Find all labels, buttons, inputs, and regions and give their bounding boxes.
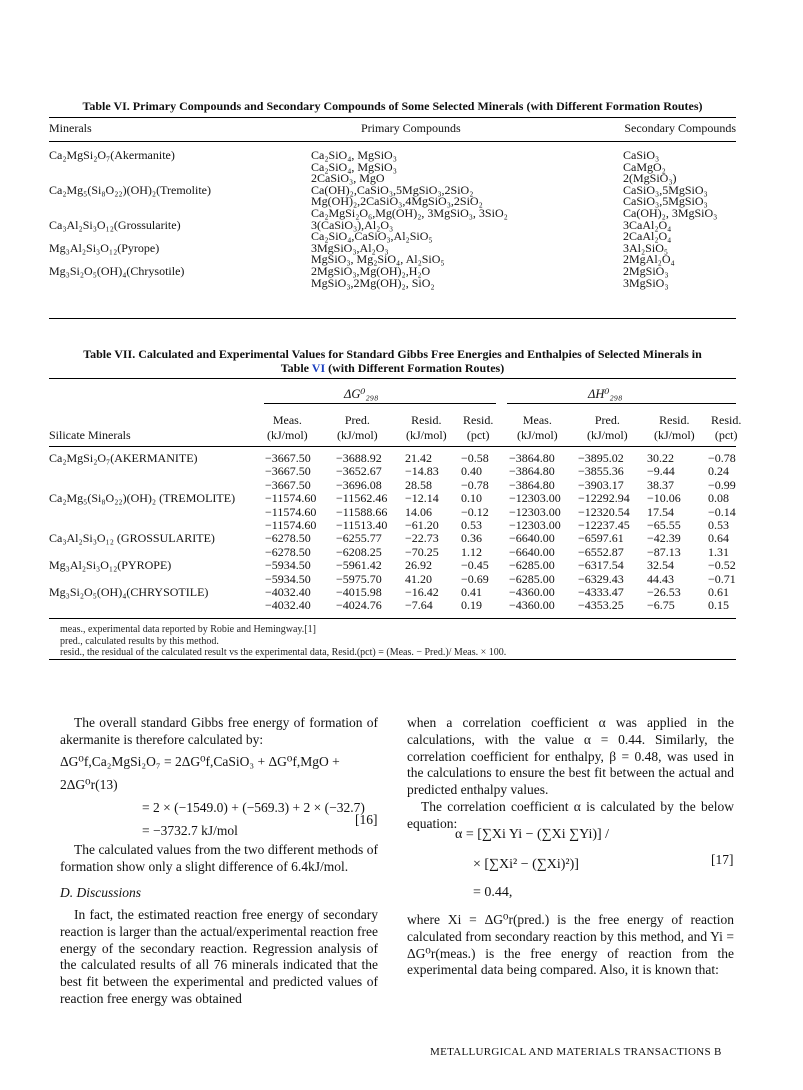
table7-cell-value: −3688.92: [336, 451, 382, 465]
table7-cell-value: −6208.25: [336, 544, 382, 559]
table7-caption-ref-link[interactable]: VI: [311, 361, 326, 375]
table6-cell-mineral: Mg₃Si₂O₅(OH)₄(Chrysotile): [49, 263, 185, 278]
table7-cell-value: 26.92: [405, 558, 432, 573]
table7-cell-value: −16.42: [405, 585, 439, 599]
table6-cell-mineral: Ca₂MgSi₂O₇(Akermanite): [49, 148, 175, 162]
table7-cell-mineral: Mg₃Si₂O₅(OH)₄(CHRYSOTILE): [49, 585, 209, 599]
table6-cell-mineral: Ca₂Mg₅(Si₈O₂₂)(OH)₂(Tremolite): [49, 182, 211, 197]
table7-note-pred: pred., calculated results by this method.: [60, 635, 219, 647]
table7-cell-value: −11588.66: [336, 504, 388, 519]
table7-cell-value: −11574.60: [265, 504, 317, 519]
equation-17: [455, 820, 735, 906]
table7-top-rule: [49, 378, 736, 379]
table7-cell-value: 0.19: [461, 598, 482, 613]
table7-cell-value: −22.73: [405, 531, 439, 546]
table7-cell-value: −0.69: [461, 571, 489, 586]
right-para-1: when a correlation coefficient α was applied in the calculations, with the value α = 0.44. Similarly, the correlation coefficient for enthalpy, β = 0.48, was used in the calculations to ensure the best fit between the actual and predicted enthalpy values.: [407, 715, 734, 798]
table7-cell-value: −12320.54: [578, 504, 630, 519]
table7-subheader-label: Resid.: [711, 413, 742, 427]
table7-cell-value: 17.54: [647, 504, 674, 519]
left-para-2-wrap: [60, 842, 378, 876]
table7-caption-line2: [49, 361, 736, 375]
table6-body: [49, 150, 736, 289]
table7-group1-rule: [264, 403, 496, 404]
table7-cell-value: −7.64: [405, 598, 433, 613]
table7-cell-value: 32.54: [647, 558, 674, 573]
table7-cell-value: −11562.46: [336, 491, 388, 506]
table6-cell-mineral: [49, 196, 311, 208]
table7-cell-value: −3903.17: [578, 477, 624, 492]
table7-cell-mineral: Ca₂MgSi₂O₇(AKERMANITE): [49, 451, 198, 465]
table-row: [49, 464, 736, 477]
page-footer: METALLURGICAL AND MATERIALS TRANSACTIONS B: [430, 1046, 722, 1058]
table7-cell-value: −5975.70: [336, 571, 382, 586]
table6-caption: Table VI. Primary Compounds and Secondary Compounds of Some Selected Minerals (with Different Formation Routes): [82, 99, 703, 113]
eq17-line3: = 0.44,: [473, 885, 513, 900]
table7-cell-value: 28.58: [405, 477, 432, 492]
table7-cell-value: −6317.54: [578, 558, 624, 573]
table6-cell-primary: Ca₂SiO₄, MgSiO₃: [311, 148, 397, 162]
left-para-2: The calculated values from the two different methods of formation show only a slight difference of 6.4kJ/mol.: [60, 842, 378, 874]
table-row: [49, 491, 736, 504]
table7-cell-value: 0.08: [708, 491, 729, 506]
table7-subheader-label: Resid.: [659, 413, 690, 427]
table7-cell-value: −6329.43: [578, 571, 624, 586]
table7-subheader: [267, 413, 308, 443]
table6-top-rule: [49, 117, 736, 118]
table-row: [49, 531, 736, 544]
table7-cell-value: −11574.60: [265, 518, 317, 532]
table7-subheader: [337, 413, 378, 443]
table7-cell-value: −12303.00: [509, 491, 561, 506]
table7-cell-value: 0.64: [708, 531, 729, 546]
table7-cell-value: −6.75: [647, 598, 675, 613]
table6-header-primary: Primary Compounds: [361, 121, 461, 135]
table7-cell-value: −5961.42: [336, 558, 382, 573]
table6-cell-primary: 2MgSiO₃,Mg(OH)₂,H₂O: [311, 263, 431, 278]
table7-group1-label: ΔG⁰₂₉₈: [344, 387, 379, 401]
table7-cell-value: −4360.00: [509, 585, 555, 599]
table7-header-rule: [49, 446, 736, 447]
table7-caption: [49, 347, 736, 375]
table7-cell-value: 44.43: [647, 571, 674, 586]
table7-subheader: [517, 413, 558, 443]
table6-cell-secondary: CaSiO₃,5MgSiO₃: [623, 182, 708, 197]
table7-cell-value: −42.39: [647, 531, 681, 546]
table6-bottom-rule: [49, 318, 736, 319]
table6-cell-primary: 3(CaSiO₃),Al₂O₃: [311, 217, 394, 232]
eq17-line1: α = [∑Xi Yi − (∑Xi ∑Yi)] /: [455, 827, 610, 842]
table6-cell-secondary: 3CaAl₂O₄: [623, 217, 672, 232]
table7-cell-value: 0.10: [461, 491, 482, 506]
table7-cell-value: 41.20: [405, 571, 432, 586]
table7-cell-value: −4032.40: [265, 585, 311, 599]
table7-cell-value: −12237.45: [578, 518, 630, 532]
right-para-3-wrap: [407, 912, 734, 979]
table6-cell-mineral: Ca₃Al₂Si₃O₁₂(Grossularite): [49, 217, 181, 232]
table7-cell-value: 0.53: [708, 518, 729, 532]
table-row: [49, 451, 736, 464]
table7-cell-value: −0.71: [708, 571, 736, 586]
table7-cell-value: −11513.40: [336, 518, 388, 532]
table6-cell-secondary: CaMgO₂: [623, 159, 666, 174]
table7-cell-value: −10.06: [647, 491, 681, 506]
table7-cell-value: −4024.76: [336, 598, 382, 613]
eq16-line1: ΔG⁰f,Ca₂MgSi₂O₇ = 2ΔG⁰f,CaSiO₃ + ΔG⁰f,MgO + 2ΔG⁰r(13): [60, 754, 340, 792]
table7-caption-line1: Table VII. Calculated and Experimental Values for Standard Gibbs Free Energies and Enthalpies of Selected Minerals in: [83, 347, 702, 361]
table7-cell-value: 38.37: [647, 477, 674, 492]
table7-cell-value: −3667.50: [265, 451, 311, 465]
table6-cell-secondary: 3MgSiO₃: [623, 275, 669, 290]
eq17-number: [17]: [711, 852, 734, 867]
table7-cell-value: 1.12: [461, 544, 482, 559]
table7-cell-value: −6285.00: [509, 558, 555, 573]
table7-cell-value: −5934.50: [265, 571, 311, 586]
table7-subheader-label: Resid.: [463, 413, 494, 427]
table7-subheader: [711, 413, 741, 443]
table7-cell-value: −6640.00: [509, 531, 555, 546]
table7-group2-rule: [507, 403, 736, 404]
table6-cell-primary: 2CaSiO₃, MgO: [311, 171, 385, 186]
table7-cell-value: 0.53: [461, 518, 482, 532]
table6-cell-primary: Ca₂SiO₄, MgSiO₃: [311, 159, 397, 174]
table7-cell-value: −0.45: [461, 558, 489, 573]
table7-cell-value: −3667.50: [265, 477, 311, 492]
table7-group2-label: ΔH⁰₂₉₈: [588, 387, 623, 401]
table7-cell-value: −87.13: [647, 544, 681, 559]
table7-subheader-unit: (kJ/mol): [587, 428, 628, 442]
table7-subheader-unit: (kJ/mol): [267, 428, 308, 442]
table7-cell-value: −4333.47: [578, 585, 624, 599]
table7-cell-value: −12.14: [405, 491, 439, 506]
table-row: [49, 518, 736, 531]
table6-cell-secondary: CaSiO₃: [623, 148, 660, 162]
table7-cell-value: −0.78: [708, 451, 736, 465]
table6: [49, 123, 736, 289]
table7-cell-value: 0.24: [708, 464, 729, 479]
table6-cell-mineral: Mg₃Al₂Si₃O₁₂(Pyrope): [49, 240, 160, 255]
table6-cell-secondary: 2CaAl₂O₄: [623, 229, 672, 244]
table7-subheader: [463, 413, 493, 443]
table7-cell-value: 0.15: [708, 598, 729, 613]
table7-cell-value: −26.53: [647, 585, 681, 599]
table7-cell-value: −3895.02: [578, 451, 624, 465]
table7-cell-value: −6285.00: [509, 571, 555, 586]
table6-cell-primary: Ca₂SiO₄,CaSiO₃,Al₂SiO₅: [311, 229, 433, 244]
table6-header-secondary: Secondary Compounds: [624, 121, 736, 135]
table7-subheader: [406, 413, 447, 443]
table7-cell-value: −3652.67: [336, 464, 382, 479]
table7-cell-value: 0.41: [461, 585, 482, 599]
eq17-line2: × [∑Xi² − (∑Xi)²)]: [473, 857, 579, 872]
right-para-3: where Xi = ΔG⁰r(pred.) is the free energy of reaction calculated from secondary reaction by this method, and Yi = ΔG⁰r(meas.) is the free energy of reaction from the experimental data being compared. Also, it is known that:: [407, 912, 734, 978]
table6-cell-primary: MgSiO₃, Mg₂SiO₄, Al₂SiO₅: [311, 252, 445, 267]
table7-cell-value: −0.14: [708, 504, 736, 519]
table7-notes: [60, 624, 506, 659]
table6-cell-secondary: Ca(OH)₂, 3MgSiO₃: [623, 205, 718, 220]
table7-cell-value: −0.99: [708, 477, 736, 492]
table7-cell-value: −65.55: [647, 518, 681, 532]
table7-cell-value: −0.52: [708, 558, 736, 573]
table6-cell-primary: MgSiO₃,2Mg(OH)₂, SiO₂: [311, 275, 435, 290]
table6-cell-primary: Ca₂MgSi₂O₆,Mg(OH)₂, 3MgSiO₃, 3SiO₂: [311, 205, 508, 220]
table7-cell-value: 1.31: [708, 544, 729, 559]
table7-cell-mineral: Ca₃Al₂Si₃O₁₂ (GROSSULARITE): [49, 531, 215, 546]
table-row: [49, 585, 736, 598]
equation-16: [60, 750, 378, 842]
table6-cell-secondary: 2(MgSiO₃): [623, 171, 677, 186]
eq16-line2: = 2 × (−1549.0) + (−569.3) + 2 × (−32.7): [142, 800, 365, 815]
table7-notes-rule: [49, 659, 736, 660]
table7-cell-value: −0.78: [461, 477, 489, 492]
table7-subheader-unit: (pct): [466, 428, 490, 442]
eq16-number: [16]: [355, 812, 378, 827]
table7-cell-value: −4360.00: [509, 598, 555, 613]
table7-cell-value: −6278.50: [265, 531, 311, 546]
table7-cell-value: −12303.00: [509, 518, 561, 532]
table6-cell-primary: 3MgSiO₃,Al₂O₃: [311, 240, 389, 255]
table7-cell-value: −6278.50: [265, 544, 311, 559]
table7-cell-value: −61.20: [405, 518, 439, 532]
table7-cell-value: −3864.80: [509, 464, 555, 479]
table7-cell-value: −3667.50: [265, 464, 311, 479]
table6-cell-secondary: 2MgAl₂O₄: [623, 252, 675, 267]
table-row: [49, 478, 736, 491]
table7-subheader-unit: (kJ/mol): [654, 428, 695, 442]
table7-note-meas: meas., experimental data reported by Robie and Hemingway.[1]: [60, 624, 316, 635]
table7-subheader: [654, 413, 695, 443]
table7-subheader-unit: (kJ/mol): [337, 428, 378, 442]
table6-cell-mineral: [49, 162, 311, 174]
eq16-line3: = −3732.7 kJ/mol: [142, 823, 238, 838]
left-para-3: In fact, the estimated reaction free energy of secondary reaction is larger than the actual/experimental reaction free energy of the secondary reaction. Regression analysis of the calculated results of all 76 minerals indicated that the best fit between the experimental and predicted values of reaction free energy was obtained: [60, 907, 378, 1006]
table7-caption-pre: Table: [280, 361, 312, 375]
table7-subheaders: [49, 413, 742, 445]
right-column: [407, 715, 734, 833]
table7-cell-value: 0.36: [461, 531, 482, 546]
table7-note-resid: resid., the residual of the calculated result vs the experimental data, Resid.(pct) = (Meas. − Pred.)/ Meas. × 100.: [60, 647, 507, 658]
section-heading-discussions: D. Discussions: [60, 885, 142, 900]
table7-cell-value: −0.58: [461, 451, 489, 465]
table6-cell-mineral: [49, 278, 311, 290]
table7-cell-value: −12292.94: [578, 491, 630, 506]
right-para-2: The correlation coefficient α is calculated by the below equation:: [407, 798, 734, 831]
table-row: [49, 572, 736, 585]
table7-cell-value: −3696.08: [336, 477, 382, 492]
left-para-3-wrap: [60, 907, 378, 1008]
table7-bottom-rule: [49, 618, 736, 619]
table7-cell-value: −11574.60: [265, 491, 317, 506]
table7-cell-mineral: Ca₂Mg₅(Si₈O₂₂)(OH)₂ (TREMOLITE): [49, 491, 236, 506]
table7-subheader-unit: (pct): [714, 428, 738, 442]
table7-subheader-label: Pred.: [344, 413, 370, 427]
table6-cell-secondary: 2MgSiO₃: [623, 263, 669, 278]
table7-cell-value: −6255.77: [336, 531, 382, 546]
table7-cell-value: 0.40: [461, 464, 482, 479]
table7-cell-value: −14.83: [405, 464, 439, 479]
table6-cell-secondary: 3Al₂SiO₅: [623, 240, 669, 255]
table7-cell-value: −5934.50: [265, 558, 311, 573]
table7-cell-value: 30.22: [647, 451, 674, 465]
table7-cell-value: 21.42: [405, 451, 432, 465]
table6-cell-secondary: CaSiO₃,5MgSiO₃: [623, 194, 708, 209]
table-row: [49, 598, 736, 611]
table7-cell-value: −4353.25: [578, 598, 624, 613]
table7-cell-value: 14.06: [405, 504, 432, 519]
table7-cell-mineral: Mg₃Al₂Si₃O₁₂(PYROPE): [49, 558, 172, 573]
table7-subheader: [587, 413, 628, 443]
table6-header-row: [49, 123, 736, 141]
table7-cell-value: −0.12: [461, 504, 489, 519]
table7-subheader-unit: (kJ/mol): [517, 428, 558, 442]
table-row: [49, 505, 736, 518]
table7-subheader-unit: (kJ/mol): [406, 428, 447, 442]
table7-cell-value: 0.61: [708, 585, 729, 599]
table7-cell-value: −4032.40: [265, 598, 311, 613]
table7-cell-value: −12303.00: [509, 504, 561, 519]
table6-cell-primary: Mg(OH)₂,2CaSiO₃,4MgSiO₃,2SiO₂: [311, 194, 483, 209]
table7-subheader-label: Pred.: [594, 413, 620, 427]
table-row: [49, 558, 736, 571]
table7-cell-value: −6597.61: [578, 531, 624, 546]
table6-cell-primary: Ca(OH)₂,CaSiO₃,5MgSiO₃,2SiO₂: [311, 182, 474, 197]
table7-subheader-label: Meas.: [522, 413, 552, 427]
table7-col-first: Silicate Minerals: [49, 428, 131, 442]
table7-cell-value: −3855.36: [578, 464, 624, 479]
left-para-1: The overall standard Gibbs free energy of formation of akermanite is therefore calculated by:: [60, 715, 378, 747]
table7-cell-value: −9.44: [647, 464, 675, 479]
left-column: [60, 715, 378, 749]
table7-subheader-label: Resid.: [411, 413, 442, 427]
table7-cell-value: −6552.87: [578, 544, 624, 559]
table7-subheader-label: Meas.: [272, 413, 302, 427]
table6-header-minerals: Minerals: [49, 121, 92, 135]
table7-cell-value: −70.25: [405, 544, 439, 559]
table7-caption-post: (with Different Formation Routes): [325, 361, 505, 375]
table-row: [49, 545, 736, 558]
table7-cell-value: −4015.98: [336, 585, 382, 599]
table7-cell-value: −3864.80: [509, 451, 555, 465]
table-row: [49, 278, 736, 290]
table7-cell-value: −6640.00: [509, 544, 555, 559]
table7-cell-value: −3864.80: [509, 477, 555, 492]
